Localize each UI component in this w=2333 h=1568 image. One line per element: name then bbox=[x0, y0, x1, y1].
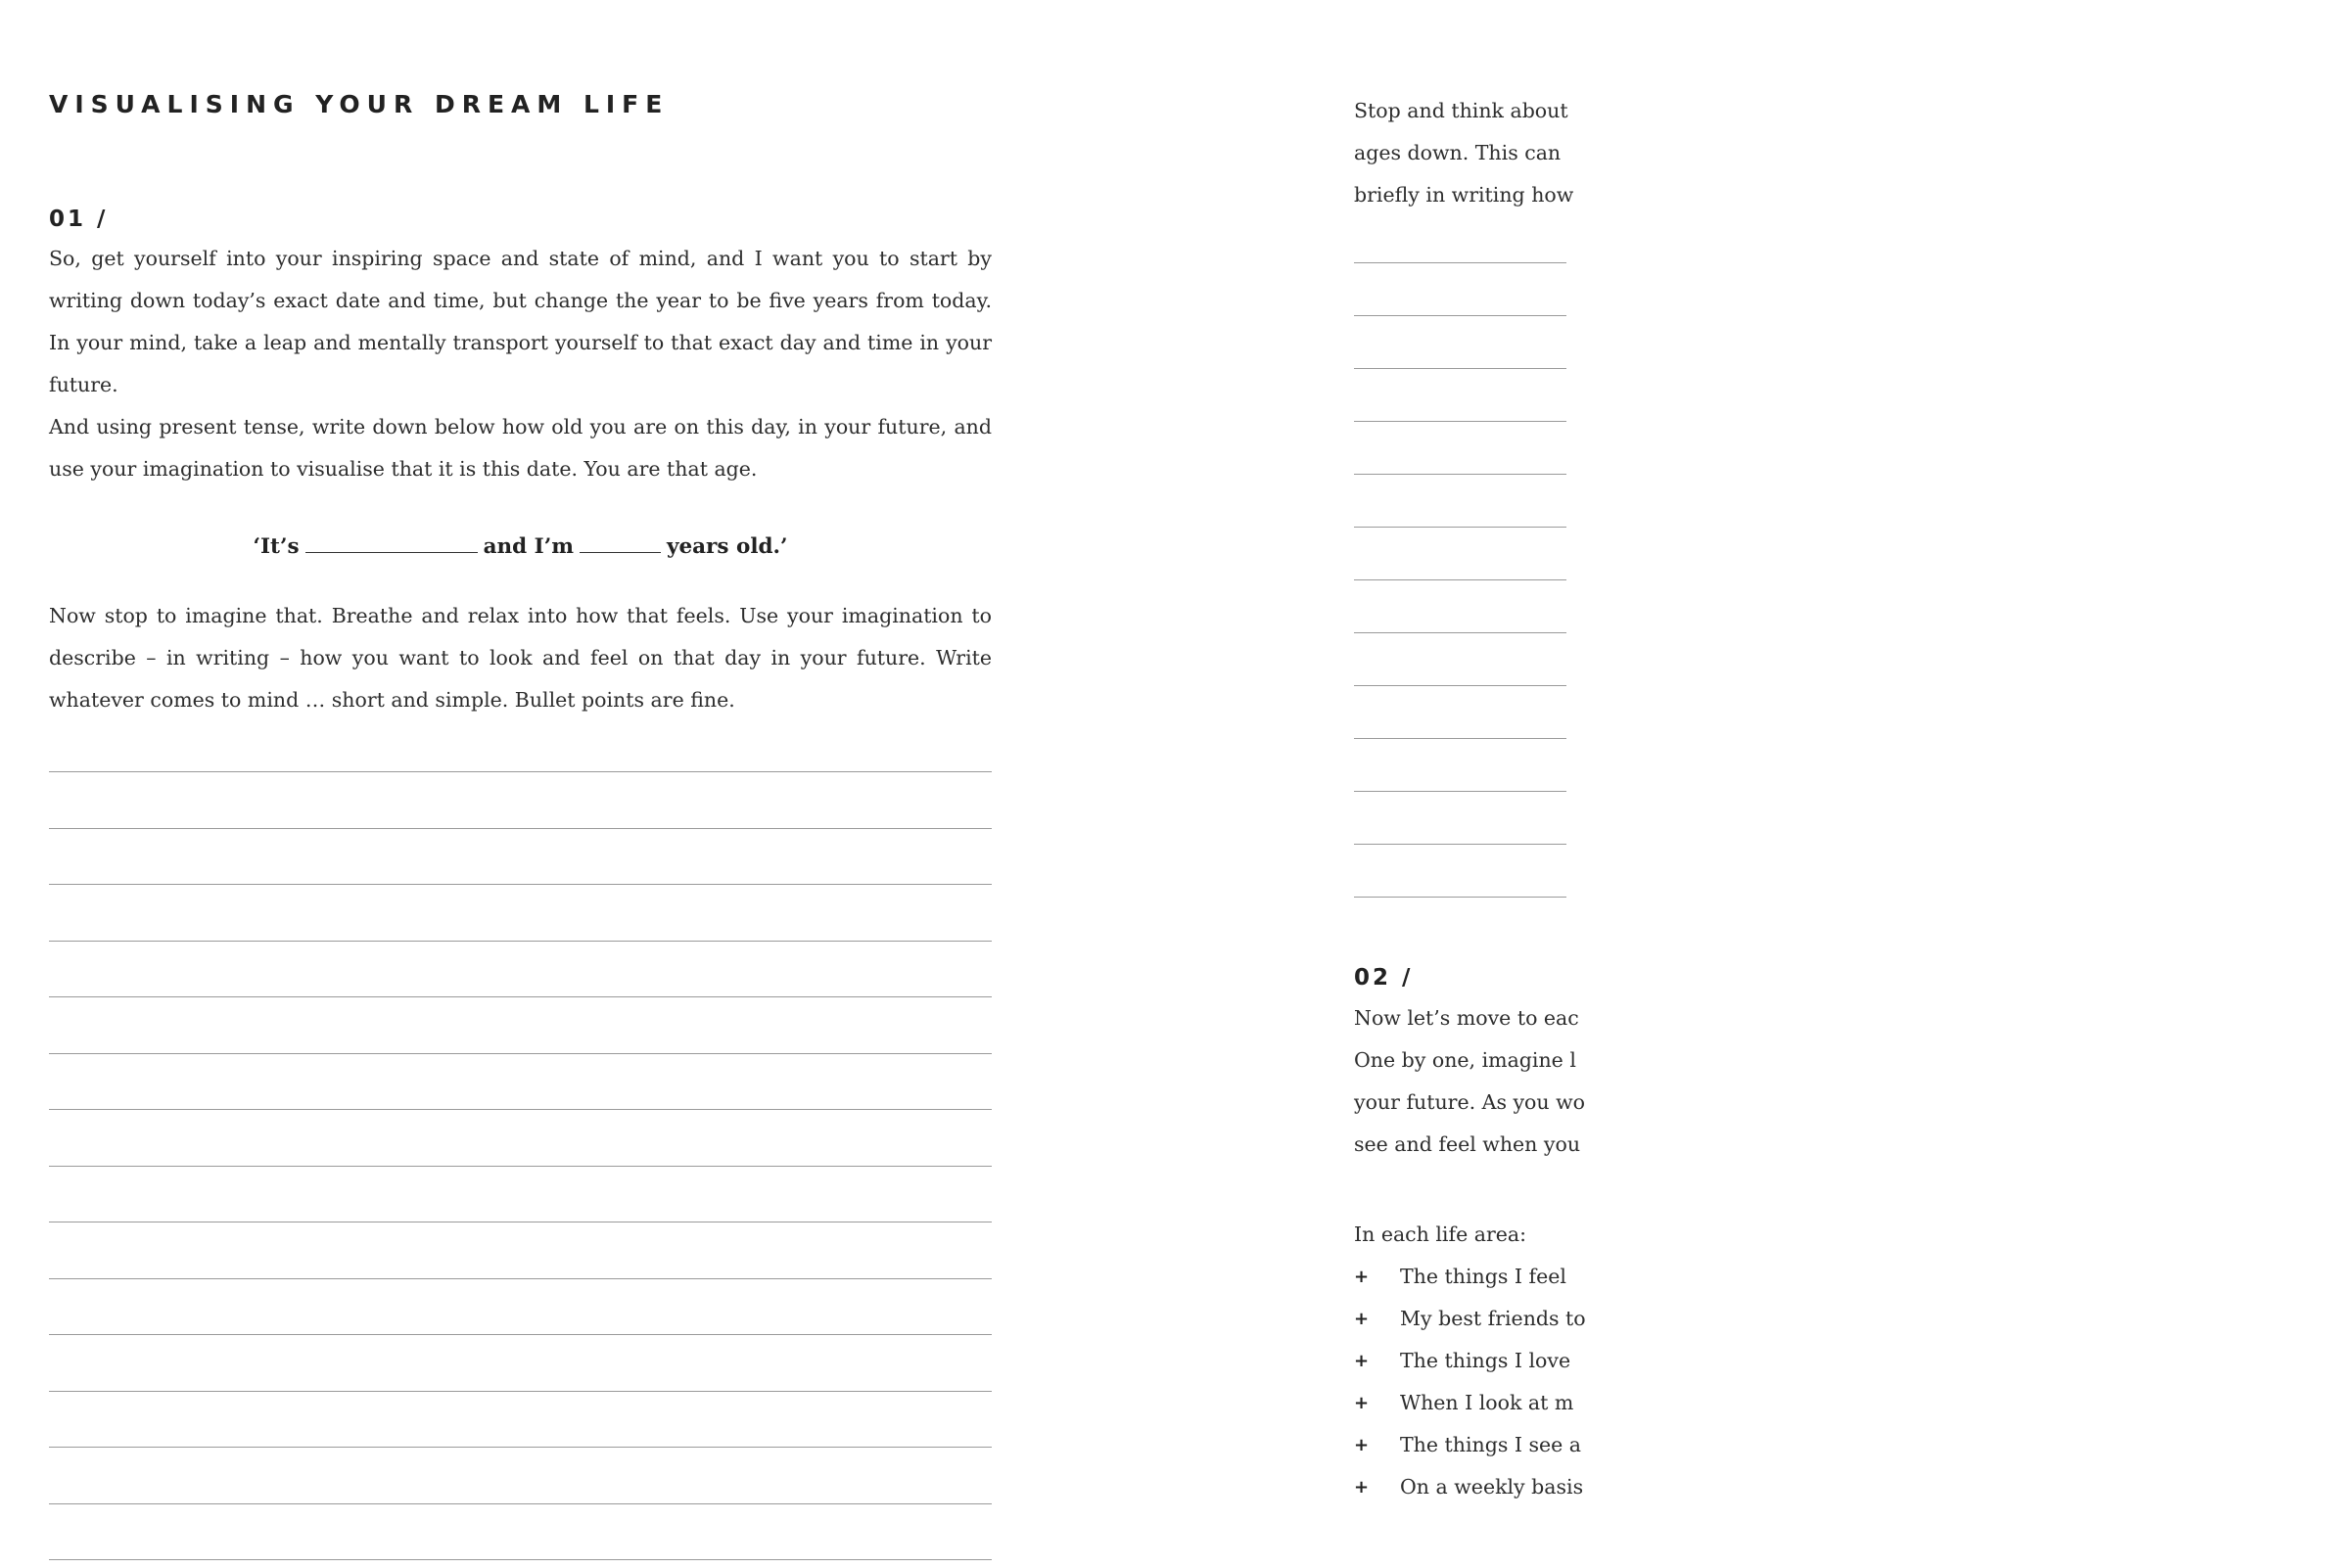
writing-line[interactable] bbox=[1354, 315, 1566, 316]
plus-icon: + bbox=[1354, 1393, 1370, 1413]
list-item-text: The things I love bbox=[1400, 1349, 1571, 1372]
right-intro-paragraph bbox=[1354, 90, 2333, 216]
section-number-02: 02 / bbox=[1354, 965, 1414, 991]
writing-line[interactable] bbox=[49, 1503, 992, 1504]
list-item-text: The things I feel bbox=[1400, 1265, 1566, 1288]
plus-icon: + bbox=[1354, 1309, 1370, 1329]
list-item-text: On a weekly basis bbox=[1400, 1475, 1584, 1499]
right-intro-line: briefly in writing how bbox=[1354, 183, 1574, 207]
writing-line[interactable] bbox=[49, 771, 992, 772]
writing-line[interactable] bbox=[1354, 421, 1566, 422]
plus-icon: + bbox=[1354, 1435, 1370, 1455]
section1-paragraph-2: And using present tense, write down below how old you are on this day, in your future, and use your imagination to visualise that it is this date. You are that age. bbox=[49, 415, 992, 481]
writing-line[interactable] bbox=[1354, 791, 1566, 792]
section2-paragraph bbox=[1354, 997, 2333, 1166]
writing-line[interactable] bbox=[1354, 897, 1566, 898]
list-item-text: When I look at m bbox=[1400, 1391, 1574, 1414]
section2-line: Now let’s move to eac bbox=[1354, 1006, 1579, 1030]
prompt-text-and-im: and I’m bbox=[483, 534, 574, 559]
section1-paragraph-1: So, get yourself into your inspiring space and state of mind, and I want you to start by writing down today’s exact date and time, but change the year to be five years from today. In your mind, take a leap and mentally transport yourself to that exact day and time in your future. bbox=[49, 247, 992, 396]
writing-line[interactable] bbox=[49, 1278, 992, 1279]
writing-line[interactable] bbox=[49, 1053, 992, 1054]
page-title: VISUALISING YOUR DREAM LIFE bbox=[49, 90, 670, 118]
list-item bbox=[1354, 1466, 1586, 1508]
prompt-text-its: ‘It’s bbox=[253, 534, 300, 559]
age-prompt bbox=[49, 534, 992, 559]
age-blank[interactable] bbox=[580, 551, 661, 553]
list-item bbox=[1354, 1340, 1586, 1382]
plus-icon: + bbox=[1354, 1477, 1370, 1498]
plus-icon: + bbox=[1354, 1351, 1370, 1371]
date-blank[interactable] bbox=[305, 551, 478, 553]
list-item bbox=[1354, 1424, 1586, 1466]
writing-line[interactable] bbox=[49, 884, 992, 885]
writing-line[interactable] bbox=[49, 1109, 992, 1110]
life-area-intro: In each life area: bbox=[1354, 1222, 1527, 1246]
section2-line: your future. As you wo bbox=[1354, 1090, 1586, 1114]
right-intro-line: ages down. This can bbox=[1354, 141, 1562, 164]
writing-line[interactable] bbox=[1354, 632, 1566, 633]
prompt-text-years-old: years old.’ bbox=[666, 534, 788, 559]
section-number-01: 01 / bbox=[49, 207, 109, 232]
list-item bbox=[1354, 1298, 1586, 1340]
plus-icon: + bbox=[1354, 1267, 1370, 1287]
writing-line[interactable] bbox=[1354, 579, 1566, 580]
section2-line: see and feel when you bbox=[1354, 1132, 1581, 1156]
list-item-text: The things I see a bbox=[1400, 1433, 1582, 1456]
section1-paragraph-3: Now stop to imagine that. Breathe and relax into how that feels. Use your imagination to describe – in writing – how you want to look and feel on that day in your future. Write whatever comes to mind … short and simple. Bullet points are fine. bbox=[49, 604, 992, 712]
life-area-list bbox=[1354, 1256, 1586, 1508]
section2-line: One by one, imagine l bbox=[1354, 1048, 1576, 1072]
writing-line[interactable] bbox=[49, 941, 992, 942]
writing-line[interactable] bbox=[1354, 738, 1566, 739]
writing-line[interactable] bbox=[49, 1447, 992, 1448]
writing-line[interactable] bbox=[49, 1391, 992, 1392]
writing-line[interactable] bbox=[1354, 844, 1566, 845]
list-item-text: My best friends to bbox=[1400, 1307, 1586, 1330]
writing-line[interactable] bbox=[1354, 527, 1566, 528]
writing-line[interactable] bbox=[1354, 685, 1566, 686]
list-item bbox=[1354, 1256, 1586, 1298]
writing-line[interactable] bbox=[1354, 474, 1566, 475]
list-item bbox=[1354, 1382, 1586, 1424]
writing-line[interactable] bbox=[49, 828, 992, 829]
right-intro-line: Stop and think about bbox=[1354, 99, 1568, 122]
writing-line[interactable] bbox=[1354, 368, 1566, 369]
writing-line[interactable] bbox=[49, 1559, 992, 1560]
writing-line[interactable] bbox=[49, 1166, 992, 1167]
writing-line[interactable] bbox=[49, 1334, 992, 1335]
writing-line[interactable] bbox=[49, 996, 992, 997]
writing-line[interactable] bbox=[1354, 262, 1566, 263]
